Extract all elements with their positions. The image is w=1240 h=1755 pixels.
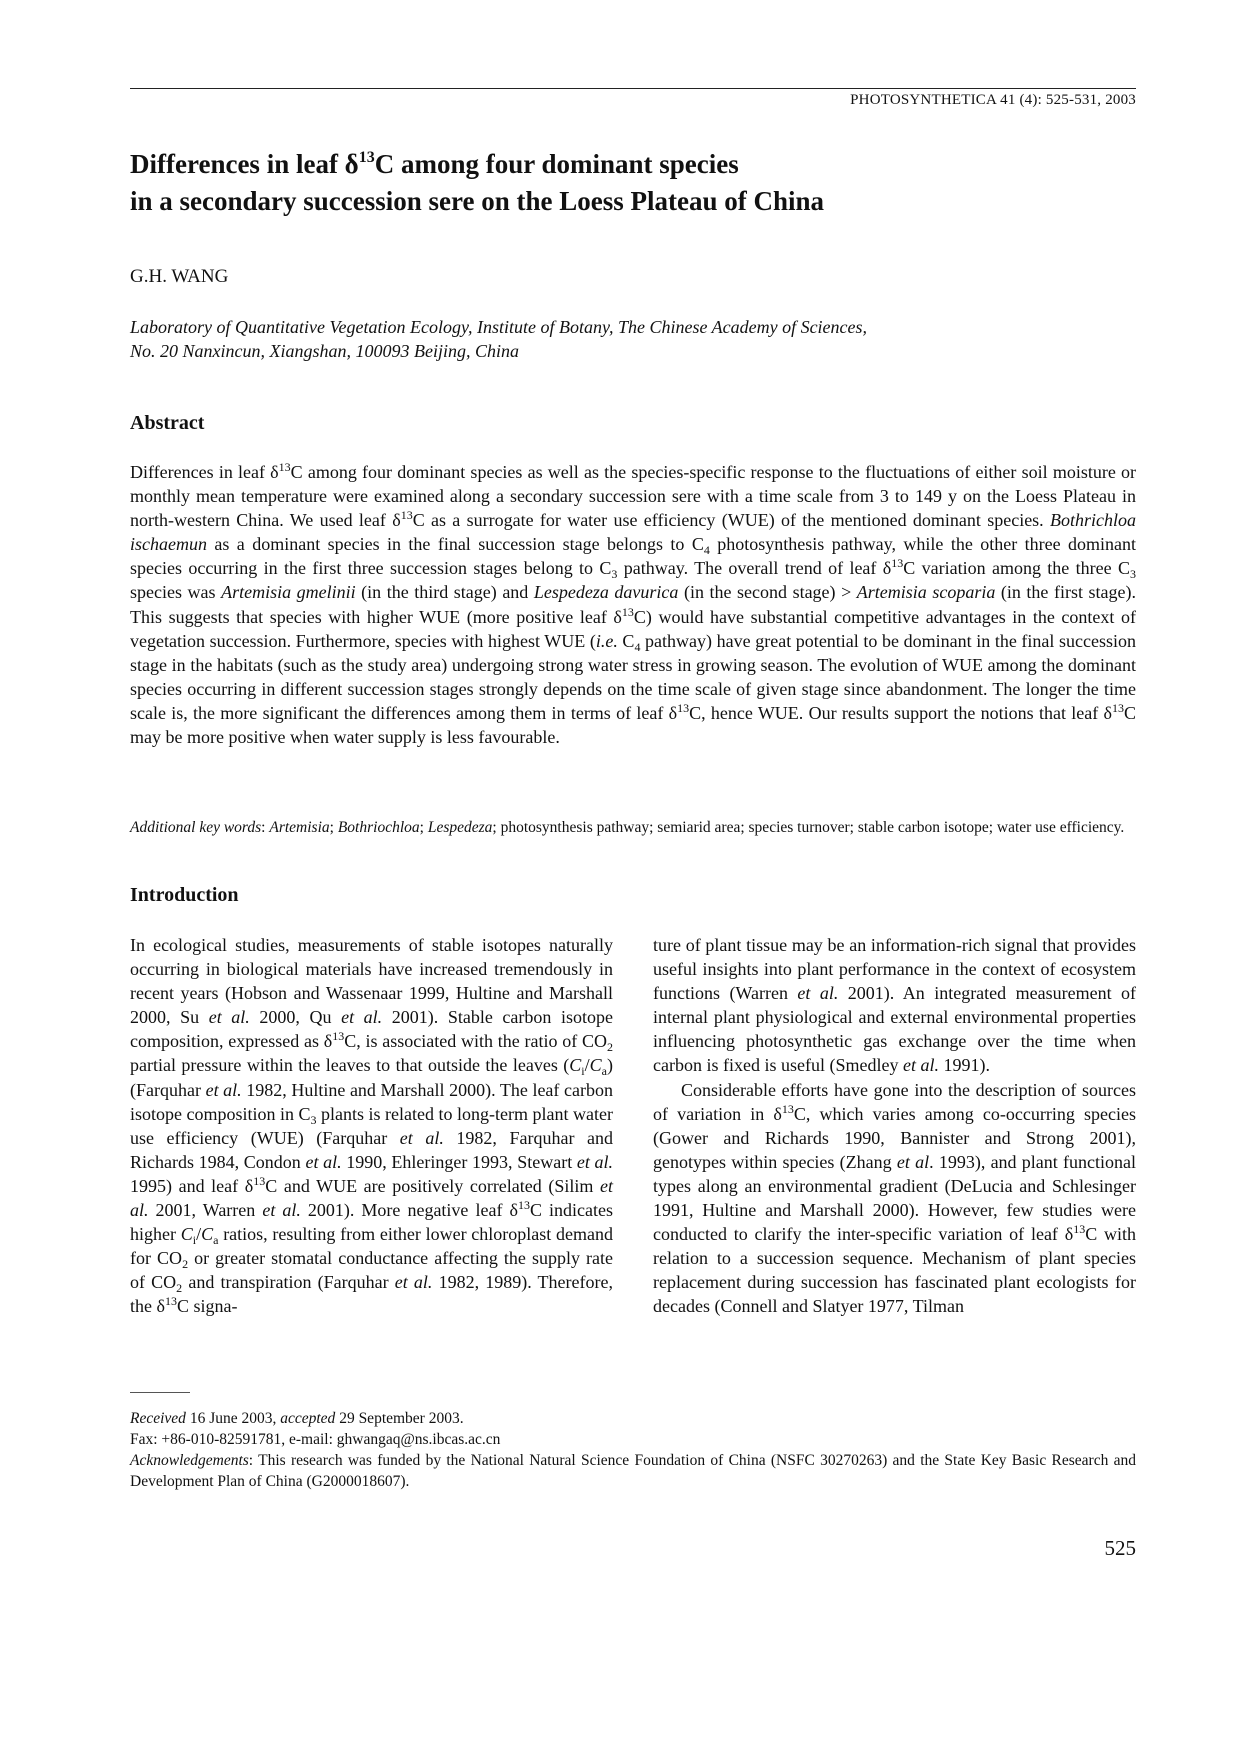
abstract-text: Differences in leaf $\delta^{13}C$ among four dominant species as well as the species-specific response to the fluctuations of either soil moisture or monthly mean temperature were examined along a secondary succession sere with a time scale from 3 to 149 y on the Loess Plateau in north-western China. We used leaf $\delta^{13}C$ as a surrogate for water use efficiency (WUE) of the mentioned dominant species. Bothrichloa ischaemun as a dominant species in the final succession stage belongs to $C_4$ photosynthesis pathway, while the other three dominant species occurring in the first three succession stages belong to $C_3$ pathway. The overall trend of leaf $\delta^{13}C$ variation among the three $C_3$ species was Artemisia gmelinii (in the third stage) and Lespedeza davurica (in the second stage) > Artemisia scoparia (in the first stage). This suggests that species with higher WUE (more positive leaf $\delta^{13}C$) would have substantial competitive advantages in the context of vegetation succession. Furthermore, species with highest WUE (i.e. $C_4$ pathway) have great potential to be dominant in the final succession stage in the habitats (such as the study area) undergoing strong water stress in growing season. The evolution of WUE among the dominant species occurring in different succession stages strongly depends on the time scale of given stage since abandonment. The longer the time scale is, the more significant the differences among them in terms of leaf $\delta^{13}C$, hence WUE. Our results support the notions that leaf $\delta^{13}C$ may be more positive when water supply is less favourable. [130,460,1137,748]
footnote-rule [130,1392,190,1393]
intro-paragraph-2: Considerable efforts have gone into the description of sources of variation in $\delta^{13}C$, which varies among co-occurring species (Gower and Richards 1990, Bannister and Strong 2001), genotypes within species (Zhang et al. 1993), and plant functional types along an environmental gradient (DeLucia and Schlesinger 1991, Hultine and Marshall 2000). However, few studies were conducted to clarify the inter-specific variation of leaf $\delta^{13}C$ with relation to a succession sequence. Mechanism of plant species replacement during succession has fascinated plant ecologists for decades (Connell and Slatyer 1977, Tilman [653,1079,1136,1317]
author: G.H. WANG [130,266,229,287]
page-number: 525 [1104,1536,1136,1560]
received-dates: Received 16 June 2003, accepted 29 September 2003. [130,1410,464,1427]
header-rule [130,88,1136,89]
footnotes [130,1408,1136,1492]
journal-reference: PHOTOSYNTHETICA 41 (4): 525-531, 2003 [850,92,1136,108]
abstract-heading: Abstract [130,412,205,434]
acknowledgements: Acknowledgements: This research was funded by the National Natural Science Foundation of China (NSFC 30270263) and the State Key Basic Research and Development Plan of China (G2000018607). [130,1452,1136,1490]
affiliation: Laboratory of Quantitative Vegetation Ecology, Institute of Botany, The Chinese Academy of Sciences, No. 20 Nanxincun, Xiangshan, 100093 Beijing, China [130,317,868,361]
introduction-heading: Introduction [130,884,239,906]
intro-paragraph-1: In ecological studies, measurements of stable isotopes naturally occurring in biological materials have increased tremendously in recent years (Hobson and Wassenaar 1999, Hultine and Marshall 2000, Su et al. 2000, Qu et al. 2001). Stable carbon isotope composition, expressed as $\delta^{13}C$, is associated with the ratio of $CO_2$ partial pressure within the leaves to that outside the leaves $(C_i/C_a)$ (Farquhar et al. 1982, Hultine and Marshall 2000). The leaf carbon isotope composition in $C_3$ plants is related to long-term plant water use efficiency (WUE) (Farquhar et al. 1982, Farquhar and Richards 1984, Condon et al. 1990, Ehleringer 1993, Stewart et al. 1995) and leaf $\delta^{13}C$ and WUE are positively correlated (Silim et al. 2001, Warren et al. 2001). More negative leaf $\delta^{13}C$ indicates higher $C_i/C_a$ ratios, resulting from either lower chloroplast demand for $CO_2$ or greater stomatal conductance affecting the supply rate of $CO_2$ and transpiration (Farquhar et al. 1982, 1989). Therefore, the $\delta^{13}C$ signa- [130,935,614,1317]
key-words: Additional key words: Artemisia; Bothriochloa; Lespedeza; photosynthesis pathway; semiarid area; species turnover; stable carbon isotope; water use efficiency. [130,819,1125,836]
introduction-left-column [130,933,613,1319]
intro-paragraph-1-continued: ture of plant tissue may be an information-rich signal that provides useful insights into plant performance in the context of ecosystem functions (Warren et al. 2001). An integrated measurement of internal plant physiological and external environmental properties influencing photosynthetic gas exchange over the time when carbon is fixed is useful (Smedley et al. 1991). [653,935,1137,1076]
contact-info: Fax: +86-010-82591781, e-mail: ghwangaq@ns.ibcas.ac.cn [130,1431,501,1448]
paper-page [130,0,1136,1755]
article-title: Differences in leaf $\delta^{13}C$ among four dominant species in a secondary succession sere on the Loess Plateau of China [130,149,825,216]
introduction-right-column [653,933,1136,1319]
